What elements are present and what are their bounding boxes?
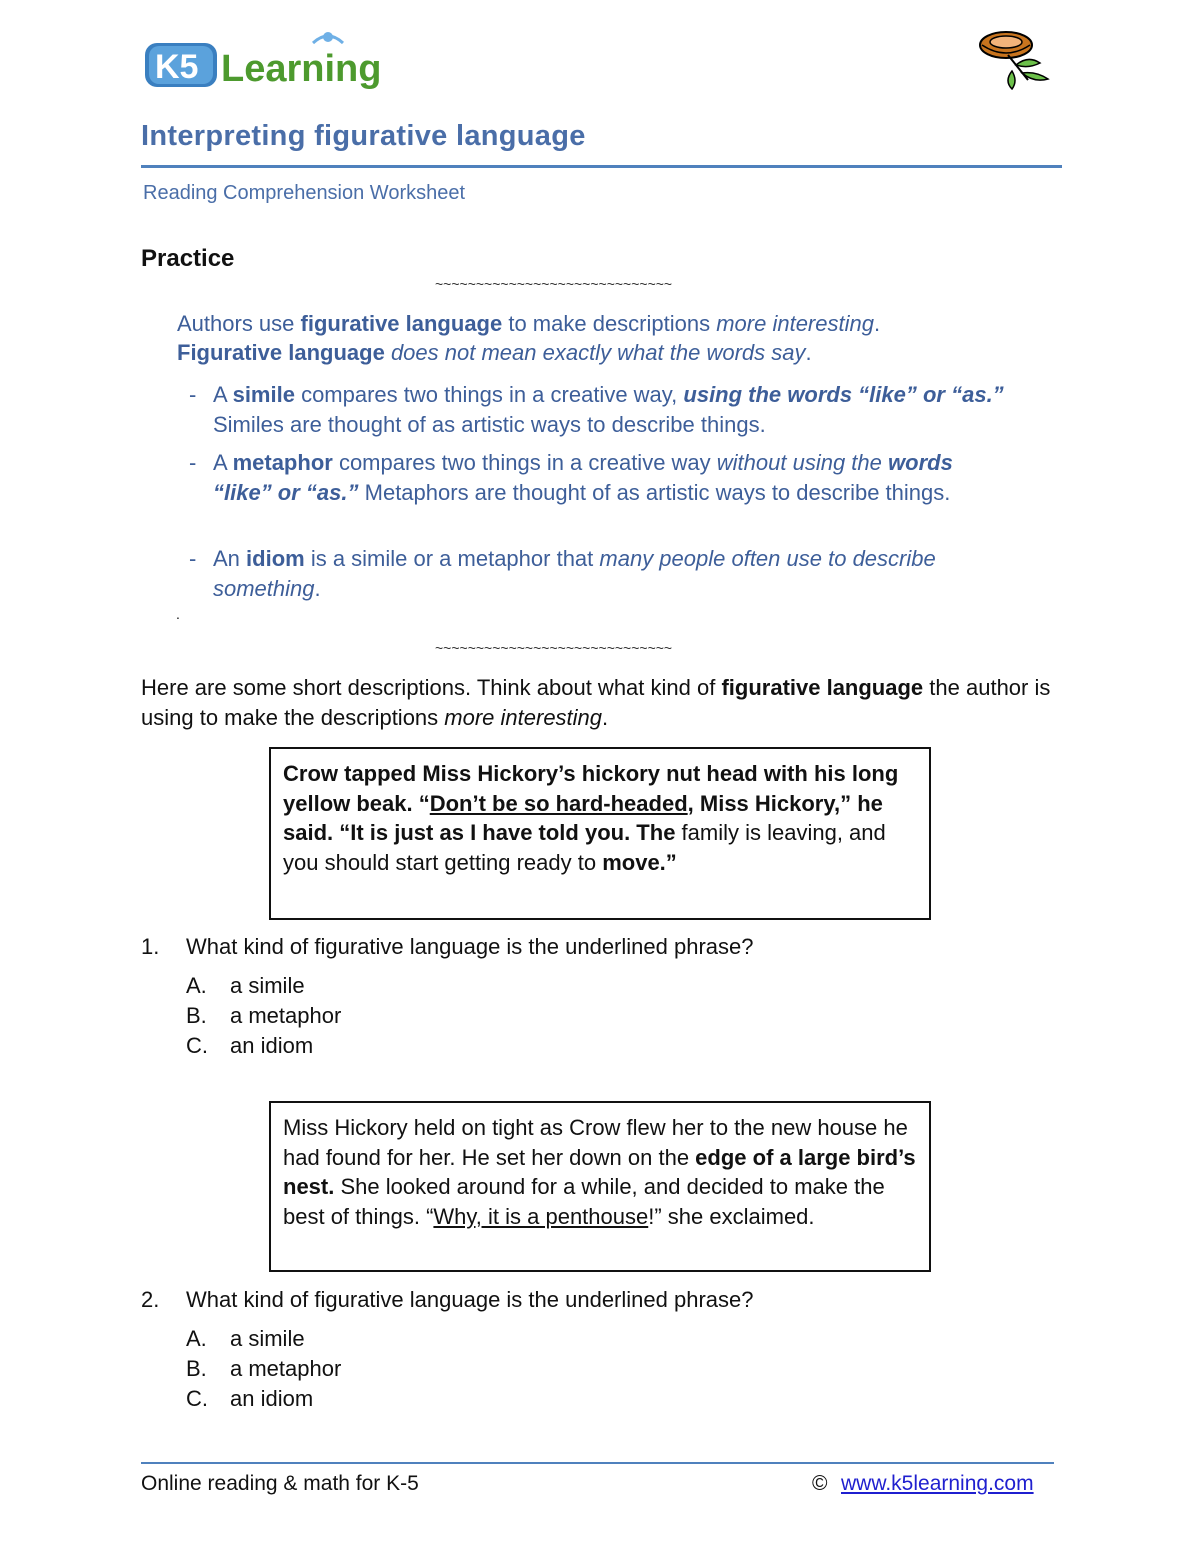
- page-title: Interpreting figurative language: [141, 120, 586, 152]
- answer-option[interactable]: B. a metaphor: [186, 1356, 342, 1381]
- answer-option[interactable]: C. an idiom: [186, 1033, 314, 1058]
- bullet-dash: -: [189, 546, 197, 571]
- answer-option[interactable]: B. a metaphor: [186, 1003, 342, 1028]
- svg-text:K5: K5: [155, 48, 199, 86]
- svg-text:Learning: Learning: [221, 48, 382, 90]
- website-link[interactable]: www.k5learning.com: [841, 1472, 1034, 1495]
- intro-line-2: [177, 338, 812, 367]
- intro-text: .: [873, 311, 881, 336]
- passage-box-2: Miss Hickory held on tight as Crow flew her to the new house he had found for her. He set her down on the edge of a large bird’s nest. She looked around for a while, and decided to make the best of things. “Why, it is a penthouse!” she exclaimed.: [269, 1101, 931, 1272]
- question-text: What kind of figurative language is the underlined phrase?: [186, 1287, 754, 1312]
- separator-top: ~~~~~~~~~~~~~~~~~~~~~~~~~~~~~: [435, 276, 673, 292]
- bullet-dash: -: [189, 450, 197, 475]
- answer-option[interactable]: A. a simile: [186, 1326, 305, 1351]
- passage-box-1: Crow tapped Miss Hickory’s hickory nut head with his long yellow beak. “Don’t be so hard-headed, Miss Hickory,” he said. “It is just as I have told you. The family is leaving, and you should start getting ready to move.”: [269, 747, 931, 920]
- bullet-dash: -: [189, 382, 197, 407]
- bullet-text: A simile compares two things in a creative way, using the words “like” or “as.” Similes are thought of as artistic ways to describe things.: [213, 382, 1004, 437]
- intro-text: .: [805, 340, 812, 365]
- bullet-metaphor: [189, 448, 1009, 507]
- footer-tagline: Online reading & math for K-5: [141, 1472, 419, 1495]
- separator-bottom: ~~~~~~~~~~~~~~~~~~~~~~~~~~~~~: [435, 640, 673, 656]
- question-number: 1.: [141, 934, 160, 959]
- answer-option[interactable]: A. a simile: [186, 973, 305, 998]
- bullet-text: A metaphor compares two things in a creative way without using the words “like” or “as.” Metaphors are thought of as artistic ways to describe things.: [213, 450, 953, 505]
- question-2: [141, 1287, 753, 1313]
- practice-heading: Practice: [141, 245, 235, 272]
- answer-option[interactable]: C. an idiom: [186, 1386, 314, 1411]
- intro-text: Authors use: [177, 311, 301, 336]
- k5-learning-logo: [143, 25, 403, 95]
- question-1: [141, 934, 753, 960]
- copyright-icon: ©: [812, 1472, 828, 1495]
- intro-italic: more interesting: [716, 311, 874, 336]
- bullet-text: An idiom is a simile or a metaphor that many people often use to describe something.: [213, 546, 936, 601]
- page-subtitle: Reading Comprehension Worksheet: [143, 182, 466, 204]
- question-number: 2.: [141, 1287, 160, 1312]
- intro-italic: does not mean exactly what the words say: [384, 340, 806, 365]
- title-divider: [141, 165, 1062, 168]
- instructions-paragraph: Here are some short descriptions. Think about what kind of figurative language the author is using to make the descriptions more interesting.: [141, 675, 1051, 730]
- stray-dot: .: [176, 606, 180, 622]
- intro-text: to make descriptions: [502, 311, 717, 336]
- bullet-simile: [189, 380, 1009, 439]
- bullet-idiom: [189, 544, 1009, 603]
- question-text: What kind of figurative language is the underlined phrase?: [186, 934, 754, 959]
- intro-emphasis: Figurative language: [177, 340, 385, 365]
- intro-line-1: [177, 309, 880, 338]
- underlined-phrase-2: Why, it is a penthouse: [433, 1203, 649, 1229]
- intro-emphasis: figurative language: [300, 311, 503, 336]
- footer-divider: [141, 1462, 1054, 1464]
- bird-nest-illustration: [968, 25, 1058, 90]
- underlined-phrase-1: Don’t be so hard-headed: [429, 790, 688, 816]
